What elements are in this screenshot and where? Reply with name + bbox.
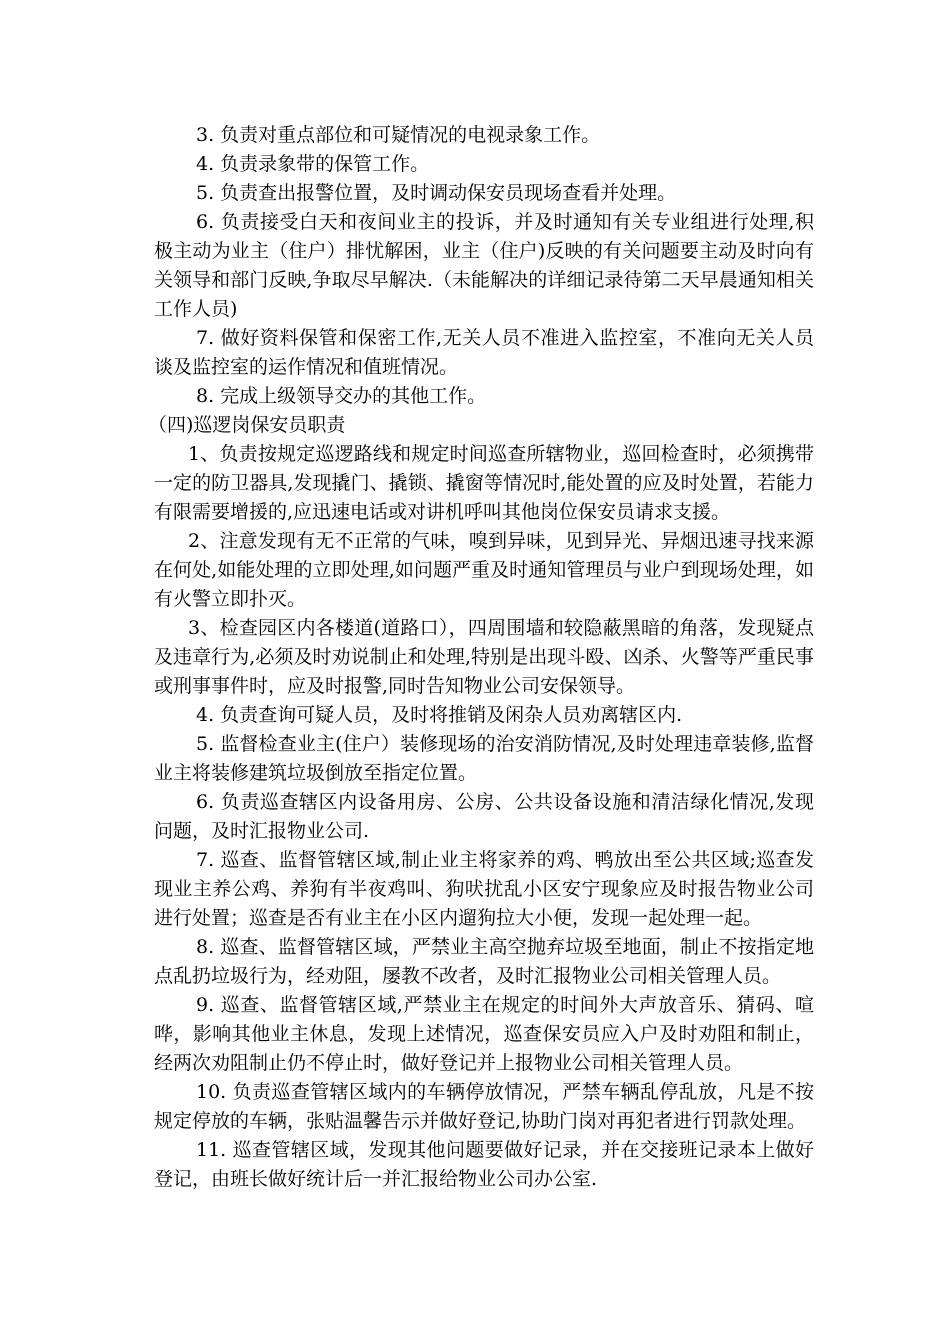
paragraph-item-8: 8. 完成上级领导交办的其他工作。	[196, 385, 487, 407]
section-heading-patrol-duties: （四)巡逻岗保安员职责	[148, 414, 346, 436]
document-page	[148, 121, 814, 1194]
patrol-duty-1: 1、负责按规定巡逻路线和规定时间巡查所辖物业，巡回检查时，必须携带一定的防卫器具,发现撬门、撬锁、撬窗等情况时,能处置的应及时处置，若能力有限需要增援的,应迅速电话或对讲机呼叫其他岗位保安员请求支援。	[154, 443, 814, 523]
paragraph-item-5: 5. 负责查出报警位置，及时调动保安员现场查看并处理。	[196, 182, 677, 204]
patrol-duty-3: 3、检查园区内各楼道(道路口），四周围墙和较隐蔽黑暗的角落，发现疑点及违章行为,必须及时劝说制止和处理,特别是出现斗殴、凶杀、火警等严重民事或刑事事件时，应及时报警,同时告知物业公司安保领导。	[154, 617, 814, 697]
patrol-duty-10: 10. 负责巡查管辖区域内的车辆停放情况，严禁车辆乱停乱放，凡是不按规定停放的车辆，张贴温馨告示并做好登记,协助门岗对再犯者进行罚款处理。	[154, 1081, 814, 1132]
patrol-duty-6: 6. 负责巡查辖区内设备用房、公房、公共设备设施和清洁绿化情况,发现问题，及时汇报物业公司.	[154, 791, 814, 842]
patrol-duty-2: 2、注意发现有无不正常的气味，嗅到异味，见到异光、异烟迅速寻找来源在何处,如能处理的立即处理,如问题严重及时通知管理员与业户到现场处理，如有火警立即扑灭。	[154, 530, 814, 610]
patrol-duty-7: 7. 巡查、监督管辖区域,制止业主将家养的鸡、鸭放出至公共区域;巡查发现业主养公鸡、养狗有半夜鸡叫、狗吠扰乱小区安宁现象应及时报告物业公司进行处置；巡查是否有业主在小区内遛狗拉大小便，发现一起处理一起。	[154, 849, 814, 929]
patrol-duty-5: 5. 监督检查业主(住户）装修现场的治安消防情况,及时处理违章装修,监督业主将装修建筑垃圾倒放至指定位置。	[154, 733, 814, 784]
patrol-duty-9: 9. 巡查、监督管辖区域,严禁业主在规定的时间外大声放音乐、猜码、喧哗，影响其他业主休息，发现上述情况，巡查保安员应入户及时劝阻和制止，经两次劝阻制止仍不停止时，做好登记并上报物业公司相关管理人员。	[154, 994, 814, 1074]
paragraph-item-3: 3. 负责对重点部位和可疑情况的电视录象工作。	[196, 124, 601, 146]
patrol-duty-8: 8. 巡查、监督管辖区域，严禁业主高空抛弃垃圾至地面，制止不按指定地点乱扔垃圾行为，经劝阻，屡教不改者，及时汇报物业公司相关管理人员。	[154, 936, 814, 987]
paragraph-item-4: 4. 负责录象带的保管工作。	[196, 153, 430, 175]
patrol-duty-4: 4. 负责查询可疑人员，及时将推销及闲杂人员劝离辖区内.	[196, 704, 683, 726]
paragraph-item-7: 7. 做好资料保管和保密工作,无关人员不准进入监控室，不准向无关人员谈及监控室的运作情况和值班情况。	[154, 327, 814, 378]
paragraph-item-6: 6. 负责接受白天和夜间业主的投诉，并及时通知有关专业组进行处理,积极主动为业主（住户）排忧解困，业主（住户)反映的有关问题要主动及时向有关领导和部门反映,争取尽早解决.（未能解决的详细记录待第二天早晨通知相关工作人员)	[154, 211, 814, 320]
patrol-duty-11: 11. 巡查管辖区域，发现其他问题要做好记录，并在交接班记录本上做好登记，由班长做好统计后一并汇报给物业公司办公室.	[154, 1139, 814, 1190]
